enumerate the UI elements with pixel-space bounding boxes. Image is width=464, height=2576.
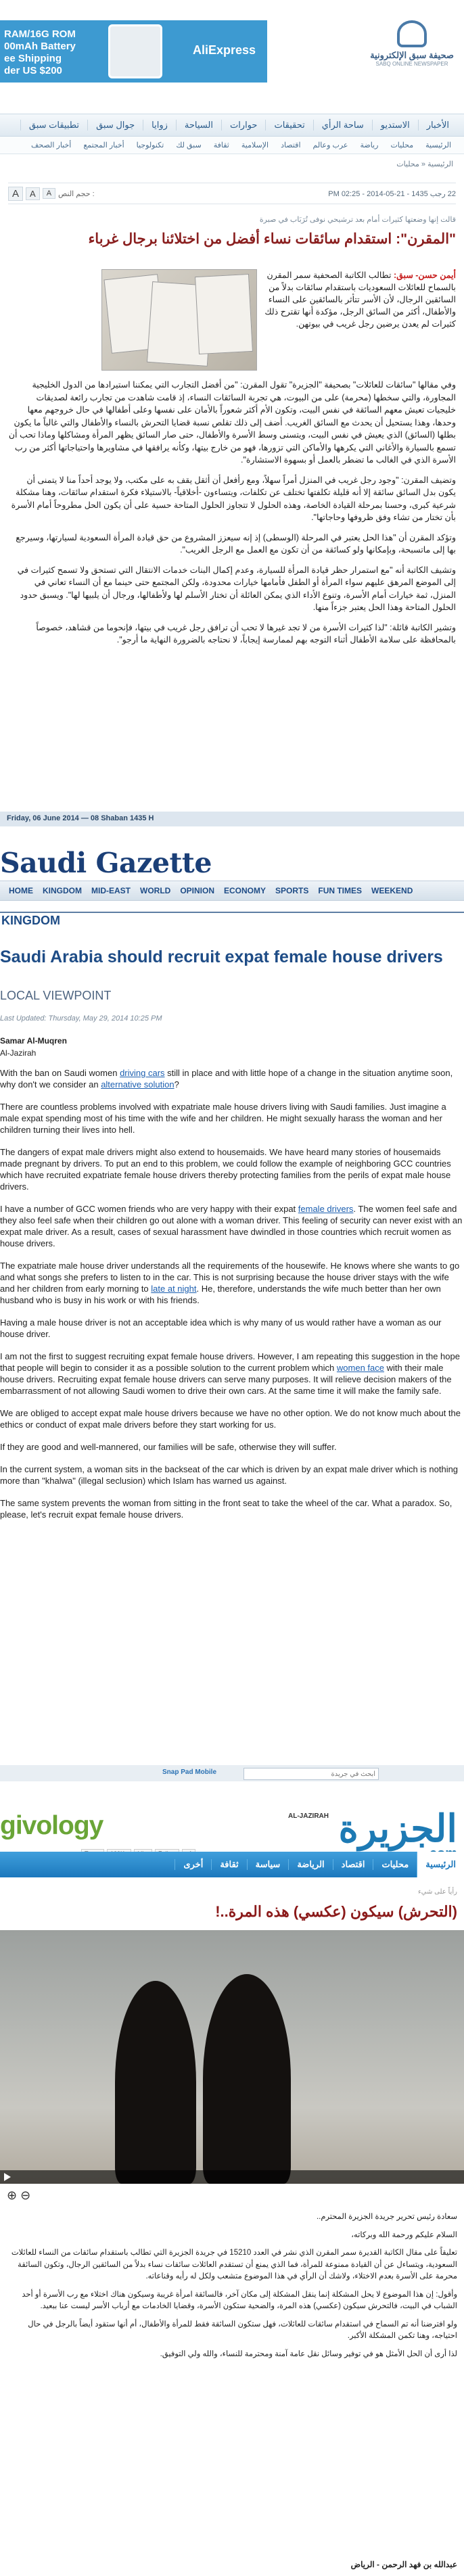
nav-item-mideast[interactable]: MID-EAST <box>91 886 131 895</box>
al-jazirah-logo[interactable]: AL-JAZIRAH الجزيرة <box>288 1807 457 1850</box>
nav-item-tourism[interactable]: السياحة <box>176 120 221 131</box>
body-paragraph: وتشير الكاتبة قائلة: "لذا كثيرات الأسرة من لا تجد غيرها لا تحب أن ترافق رجل غريب في بيتها، فإنحوما من قشاهد، خصوصاً بالمحافظة على سلامة الأطفال أثناء التوجه بهم لممارسة إيجاباً، لا نحتاجه بالضرورة النهاية ما أرجو". <box>36 622 456 645</box>
body-paragraph: If they are good and well-mannered, our families will be safe, otherwise they will suffer. <box>0 1442 337 1452</box>
nav-item-studio[interactable]: الاستديو <box>372 120 418 131</box>
font-medium-button[interactable]: A <box>26 187 40 200</box>
jazirah-header <box>0 1781 464 1850</box>
jazirah-nav <box>0 1852 464 1877</box>
nav-item-mobile[interactable]: جوال سبق <box>87 120 143 131</box>
breadcrumb[interactable]: الرئيسية « محليات <box>396 160 453 168</box>
body-paragraph: With the ban on Saudi women driving cars still in place and with little hope of a change in the situation anytime soon, why don't we consider an alternative solution? <box>0 1068 453 1090</box>
nav-item-weekend[interactable]: WEEKEND <box>371 886 413 895</box>
body-paragraph: سعادة رئيس تحرير جريدة الجزيرة المحترم.. <box>316 2213 457 2221</box>
smart-label[interactable]: Snap Pad Mobile <box>162 1769 217 1776</box>
subnav-item[interactable]: تكنولوجيا <box>136 141 164 149</box>
nav-item-more[interactable]: أخرى <box>175 1859 211 1870</box>
body-paragraph: لذا أرى أن الحل الأمثل هو في توفير وسائل نقل عامة آمنة ومحترمة للنساء، والله ولي التوفيق. <box>160 2349 457 2358</box>
nav-item-home[interactable]: HOME <box>9 886 33 895</box>
font-large-button[interactable]: A <box>8 187 23 201</box>
body-paragraph: We are obliged to accept expat male house drivers because we have no other option. We do not know much about the ethics or conduct of expat male drivers before they start working for us. <box>0 1408 461 1430</box>
givology-ad[interactable]: givology <box>0 1811 103 1840</box>
inline-link[interactable]: women face <box>336 1363 384 1373</box>
sabq-header <box>0 0 464 95</box>
body-paragraph: There are countless problems involved with expatriate male house drivers living with Saudi families. Just imagine a male expat spending most of his time with the wife and her children. He might sexually harass the woman and her children turning their lives into hell. <box>0 1102 446 1135</box>
letter-author: عبدالله بن فهد الرحمن - الرياض <box>350 2560 457 2569</box>
article-body <box>0 1067 464 1531</box>
body-paragraph: In the current system, a woman sits in the backseat of the car which is driven by an expat male driver which is nothing more than "khalwa" (illegal seclusion) which Islam has warned us against. <box>0 1464 459 1486</box>
body-paragraph: The expatriate male house driver understands all the requirements of the housewife. He knows where she wants to go and what songs she prefers to listen to in the car. This is not surprising because the house driver stays with the wife and her children from early morning to late at night. He, therefore, understands the wife much better than her own husband who is busy in his work or with his friends. <box>0 1261 460 1305</box>
top-bar <box>0 1765 464 1781</box>
body-paragraph: وتؤكد المقرن أن "هذا الحل يعتبر في المرحلة (الوسطى) إذ إنه سيعزز المشروع من حق قيادة المرأة السعودية لسيارتها، وسيرجع بها إلى ماتسبحة، وبإمكانها ولو كسائقة من أن تكون مع العمل مع الرجل الغريب". <box>16 532 456 555</box>
nav-item-opinion[interactable]: ساحة الرأي <box>313 120 372 131</box>
nav-item-columns[interactable]: زوايا <box>143 120 176 131</box>
player-bar[interactable] <box>0 2170 464 2184</box>
sabq-article-page <box>0 0 464 812</box>
nav-item-kingdom[interactable]: KINGDOM <box>43 886 82 895</box>
newspaper-photo[interactable] <box>101 269 257 371</box>
article-source: Al-Jazirah <box>0 1048 37 1058</box>
article-meta-bar <box>8 183 456 204</box>
woman-figure-left <box>115 1981 196 2184</box>
section-label[interactable]: KINGDOM <box>1 914 60 927</box>
body-paragraph: وتشيف الكاتبة أنه "مع استمرار حظر قيادة المرأة للسيارة، وعدم إكمال البنات خدمات الانتقال التي تستحق ولا تسمح كثيرات في إلى الموضع المرهق عليهم سواء المرأة أو الطفل فأمامها خيارات محدودة، ولكن المجتمع حتى حينما مع أن النساء تعاني في المنزل، ثمة خيارات أمام الأسرة، وتنوع الأداء الذي يمكن العائلة أن تختار الأسلم لها ولأطفالها، ورجال أن يلبيها لها". ويسبق حدود الحلول المتاحة وهذا الحل يعتبر جزءاً منها. <box>17 565 456 612</box>
nav-item-local[interactable]: محليات <box>373 1859 417 1870</box>
subnav-item[interactable]: الإسلامية <box>241 141 269 149</box>
body-paragraph: Having a male house driver is not an acceptable idea which is why many of us would rather have a woman as our house driver. <box>0 1317 442 1339</box>
ad-text: RAM/16G ROM 00mAh Battery ee Shipping der US $200 <box>4 28 76 76</box>
nav-item-sports[interactable]: SPORTS <box>275 886 309 895</box>
font-small-button[interactable]: A <box>43 188 55 199</box>
sabq-logo[interactable]: صحيفة سبق الإلكترونية SABQ ONLINE NEWSPAPER <box>368 20 456 69</box>
inline-link[interactable]: alternative solution <box>101 1079 175 1090</box>
body-paragraph: ولو افترضنا أنه تم السماح في استقدام سائقات للعائلات، فهل ستكون السائقة فقط للمرأة والأطفال، أم أنها ستقود أيضاً بالرجل في حال احتياجه، وهنا تكمن المشكلة الأكبر. <box>28 2320 457 2340</box>
logo-mark-icon <box>397 20 427 47</box>
body-paragraph: The dangers of expat male drivers might also extend to housemaids. We have heard many stories of housemaids made pregnant by drivers. To put an end to this problem, we could follow the example of neighboring GCC countries which have recruited expatriate female house drivers thereby protecting families from the perils of expat male house drivers. <box>0 1147 451 1192</box>
sabq-sub-nav <box>0 137 464 154</box>
nav-item-sports[interactable]: الرياضة <box>288 1859 332 1870</box>
font-size-label: حجم النص : <box>58 189 95 198</box>
search-input[interactable] <box>243 1768 379 1780</box>
phone-image <box>108 24 162 78</box>
nav-item-home[interactable]: الرئيسية <box>417 1852 464 1877</box>
body-paragraph: I am not the first to suggest recruiting expat female house drivers. However, I am repeating this suggestion in the hope that people will begin to consider it as a possible solution to the current problem which women face with their male house drivers. Recruiting expat female house drivers can serve many purposes. It will relieve decision makers of the embarrassment of not allowing Saudi women to drive their own cars. At the same time it will make the family safe. <box>0 1351 460 1396</box>
article-body <box>8 379 456 654</box>
divider <box>0 912 464 913</box>
subnav-item[interactable]: اقتصاد <box>281 141 301 149</box>
article-title: Saudi Arabia should recruit expat female house drivers <box>0 947 443 966</box>
body-paragraph: السلام عليكم ورحمة الله وبركاته، <box>351 2230 457 2239</box>
article-body <box>7 2211 457 2366</box>
nav-item-interviews[interactable]: حوارات <box>221 120 266 131</box>
nav-item-world[interactable]: WORLD <box>140 886 171 895</box>
nav-item-news[interactable]: الأخبار <box>418 120 457 131</box>
play-icon[interactable] <box>4 2173 11 2181</box>
woman-figure-right <box>203 1974 291 2184</box>
article-lead <box>264 269 456 330</box>
nav-item-opinion[interactable]: OPINION <box>180 886 214 895</box>
nav-item-culture[interactable]: ثقافة <box>211 1859 246 1870</box>
nav-item-economy[interactable]: ECONOMY <box>224 886 266 895</box>
subnav-item[interactable]: عرب وعالم <box>312 141 348 149</box>
last-updated: Last Updated: Thursday, May 29, 2014 10:25 PM <box>0 1014 162 1023</box>
inline-link[interactable]: female drivers <box>298 1204 354 1214</box>
zoom-icon[interactable]: ⊕ ⊖ <box>7 2188 31 2202</box>
nav-item-economy[interactable]: اقتصاد <box>333 1859 373 1870</box>
body-paragraph: تعليقاً على مقال الكاتبة القديرة سمر المقرن الذي نشر في العدد 15210 في جريدة الجزيرة التي تطالب باستقدام سائقات من النساء للعائلات السعودية، ويتساءل عن أن القيادة ممنوعة للمرأة، فما الذي يمنع أن تستقدم العائلات سائقات نساء بدلاً من السائقين الرجال، وتكون السائقة محرمة على الأسرة بعدم الاختلاء، ولاشك أن الرأي في هذا الموضوع متشعب ولكل له رأيه وقناعاته. <box>11 2249 457 2280</box>
inline-link[interactable]: driving cars <box>120 1068 165 1078</box>
body-paragraph: وتضيف المقرن: "وجود رجل غريب في المنزل أمراً سهلاً، ومع رأفعل أن أثقل يقف به على مكتب، ولا يوجد أحداً منا لا يتمنى أن يكون بدل السائق سائقة إلا أنه قليلة تكلفتها تختلف عن تكلفات، ويتساءون -أخلاقياً- بالاستيلاء فكرة استقدام سائقات، وهنا مشكلة شرعية كبرى، وحسنا بمرحلة القيادة الخاصة، وهذه الحلول لا تتجاوز الحلول المتاحة حسية على أن يكون الحل مطروحاً أمام الأسرة بأن تختار من تشاء وفق ظروفها وحاجاتها". <box>11 475 456 522</box>
article-date: 22 رجب 1435 - 21-05-2014 - 02:25 PM <box>328 189 456 198</box>
subnav-item[interactable]: رياضة <box>360 141 379 149</box>
subnav-item[interactable]: سبق لك <box>176 141 202 149</box>
subnav-item[interactable]: الرئيسية <box>425 141 451 149</box>
subnav-item[interactable]: أخبار المجتمع <box>83 141 124 149</box>
inline-link[interactable]: late at night <box>151 1284 197 1294</box>
article-photo[interactable] <box>0 1930 464 2184</box>
article-title: "المقرن": استقدام سائقات نساء أفضل من اختلائنا برجال غرباء <box>88 231 456 247</box>
al-jazirah-article-page <box>0 1765 464 2576</box>
nav-item-investigations[interactable]: تحقيقات <box>265 120 312 131</box>
subnav-item[interactable]: أخبار الصحف <box>31 141 72 149</box>
nav-item-apps[interactable]: تطبيقات سبق <box>20 120 87 131</box>
article-kicker: قالت إنها وضعتها كثيرات أمام بعد ترشيحي نوفى تُرَبَاب في صبرة <box>259 216 456 224</box>
font-size-controls <box>8 187 95 201</box>
nav-item-politics[interactable]: سياسة <box>247 1859 289 1870</box>
body-paragraph: The same system prevents the woman from sitting in the front seat to take the wheel of the car. What a paradox. So, please, let's recruit expat female house drivers. <box>0 1498 453 1520</box>
subnav-item[interactable]: ثقافة <box>213 141 229 149</box>
saudi-gazette-logo[interactable]: Saudi Gazette <box>0 847 212 879</box>
subnav-item[interactable]: محليات <box>390 141 414 149</box>
nav-item-funtimes[interactable]: FUN TIMES <box>318 886 363 895</box>
sabq-main-nav <box>0 114 464 137</box>
gazette-nav <box>0 881 464 901</box>
article-title: (التحرش) سيكون (عكسي) هذه المرة..! <box>215 1903 457 1920</box>
breadcrumb[interactable]: رأياً على شيء <box>417 1888 457 1896</box>
date-bar: Friday, 06 June 2014 — 08 Shaban 1435 H <box>0 812 464 826</box>
lead-text: تطالب الكاتبة الصحفية سمر المقرن بالسماح للعائلات السعوديات باستقدام سائقات بدلاً من السائقين الرجال، لأن الأسر تتأثر بالسائقين على النساء والأطفال، أكثر من السائق الرجل، مؤكدة أنها تقترح ذلك كثيرات لم يعدن يرضين رجل غريب في بيوتهن. <box>264 271 456 329</box>
body-paragraph: وأقول: إن هذا الموضوع لا يحل المشكلة إنما ينقل المشكلة إلى مكان آخر، فالسائقة امرأة غريبة وسيكون هناك اختلاء مع رب الأسرة أو أحد الشباب في البيت، فالتحرش سيكون (عكسي) هذه المرة، والضحية ستكون الأسرة، وقضايا الخادمات مع أرباب الأسر ليست عنا ببعيد. <box>22 2290 457 2310</box>
body-paragraph: I have a number of GCC women friends who are very happy with their expat female drivers. The women feel safe and they also feel safe when their children go out alone with a woman driver. This feeling of security can never exist with an expat male driver. As a result, cases of sexual harassment have dwindled in those countries which recruit women as house drivers. <box>0 1204 463 1248</box>
saudi-gazette-article-page <box>0 812 464 1765</box>
body-paragraph: وفي مقالها "سائقات للعائلات" بصحيفة "الجزيرة" تقول المقرن: "من أفضل التجارب التي يمكننا استيرادها من الدول الخليجية المجاورة، والتي سخطها (محرمة) على من البيوت، هي تجربة السائقات النساء، إذ قامت شاهدت من تجارب رائعة لصديقات خليجيات تعيش معهم السائقة في نفس البيت، وتكون الأم أكثر شعوراً بالأمان على نفسها وعلى أطفالها في حال خروجهم معها وحدها، وهذا يستحيل أن يحدث مع السائق الغريب. أضف إلى ذلك تقلص نسبة قضايا التحرش بالنساء والأطفال والتي غالباً ما يكون بطلها (السائق) الذي يعيش في نفس البيت، ويتسنى وسط الأسرة والأطفال، حتى صار السائق يظهر المرأة ومشاكلها وماذا تحب أن تسمع بالسيارة والأغاني التي يكرهها والأماكن التي تزورها، فهو من خارج بيتها، وكأنه يرافقها في مشاويرها واحتياجاتها أكثر من رب الأسرة الذي في الغالب ما تضطر بالعمل أو بسهوة الاستشارة". <box>8 380 456 465</box>
lead-byline: أيمن حسن- سبق: <box>393 271 456 280</box>
advertisement-banner[interactable] <box>0 20 267 83</box>
author-name: Samar Al-Muqren <box>0 1036 67 1046</box>
ad-brand: AliExpress <box>193 43 256 57</box>
article-subtitle: LOCAL VIEWPOINT <box>0 989 112 1002</box>
